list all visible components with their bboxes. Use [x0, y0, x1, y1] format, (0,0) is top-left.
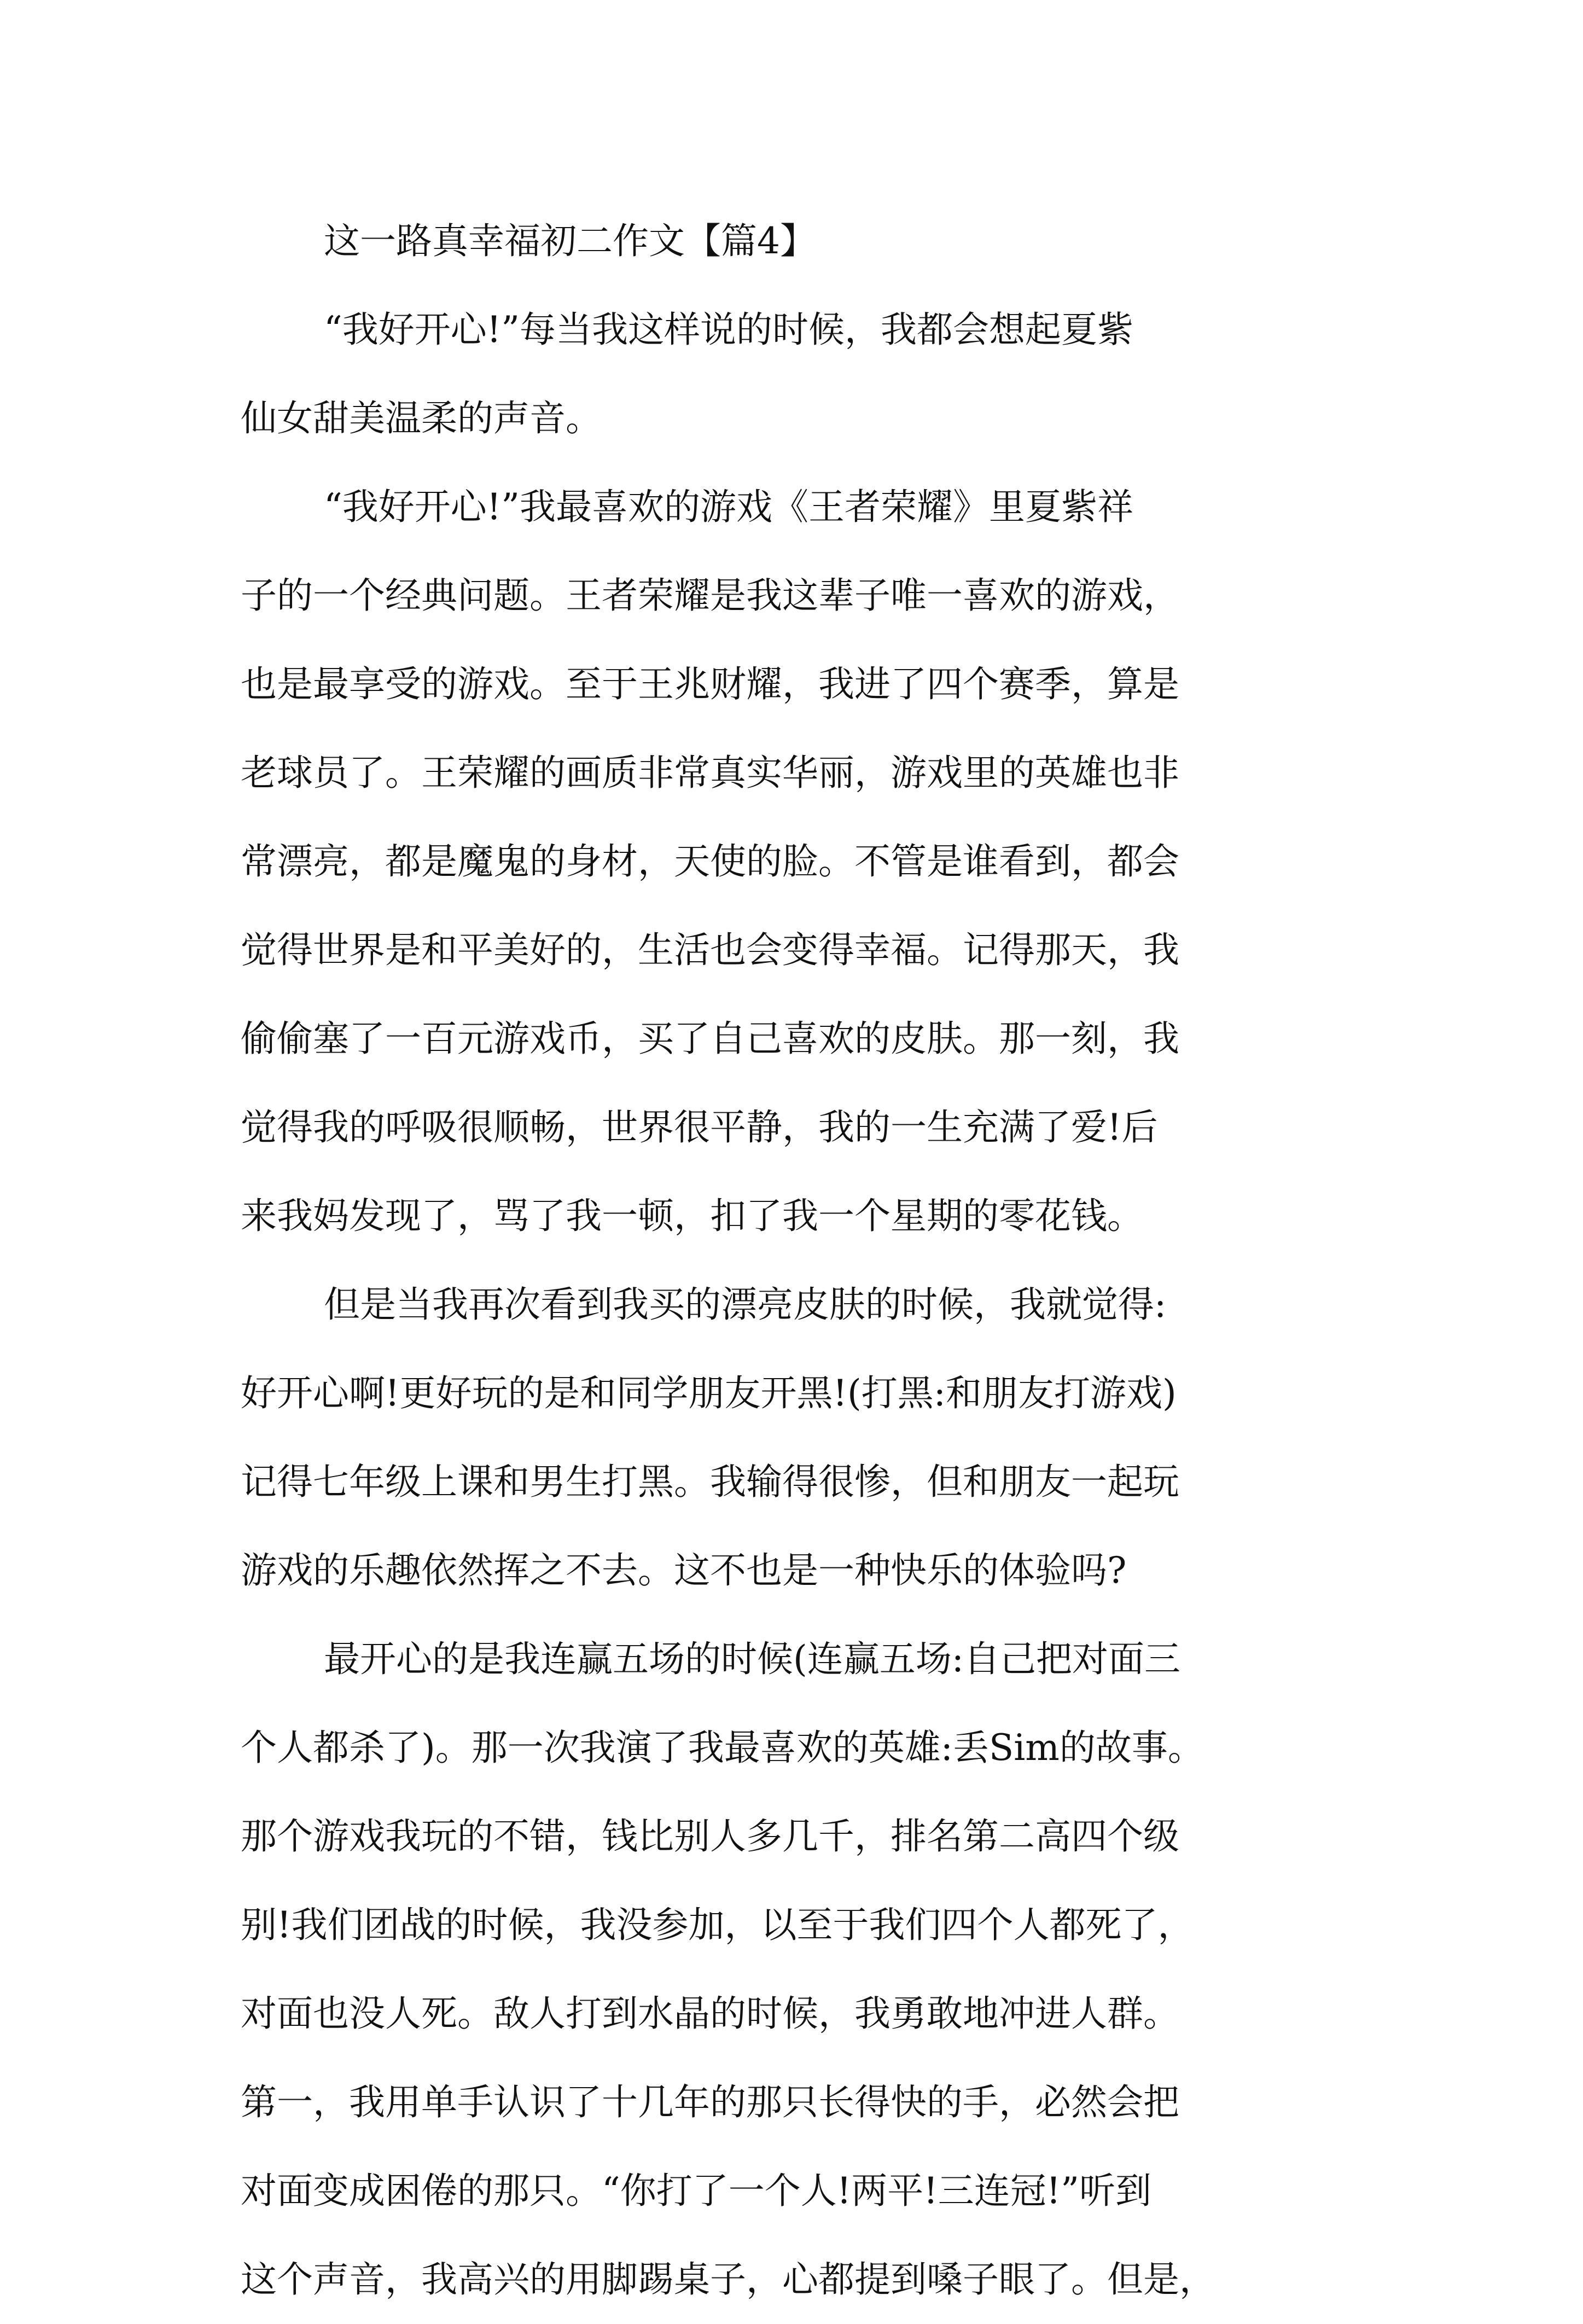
- text-line: “我好开心!”每当我这样说的时候，我都会想起夏紫: [324, 309, 1134, 351]
- text-line: 但是当我再次看到我买的漂亮皮肤的时候，我就觉得:: [324, 1283, 1167, 1326]
- text-line: 别!我们团战的时候，我没参加，以至于我们四个人都死了，: [241, 1904, 1194, 1946]
- text-line: 偷偷塞了一百元游戏币，买了自己喜欢的皮肤。那一刻，我: [241, 1018, 1179, 1060]
- paragraph-1: [241, 286, 1351, 463]
- text-line: 觉得我的呼吸很顺畅，世界很平静，我的一生充满了爱!后: [241, 1106, 1158, 1148]
- text-line: 个人都杀了)。那一次我演了我最喜欢的英雄:丢Sim的故事。: [241, 1727, 1204, 1769]
- text-line: 最开心的是我连赢五场的时候(连赢五场:自己把对面三: [324, 1638, 1180, 1680]
- text-line: 也是最享受的游戏。至于王兆财耀，我进了四个赛季，算是: [241, 663, 1179, 705]
- document-title: 这一路真幸福初二作文【篇4】: [324, 220, 816, 262]
- text-line: 那个游戏我玩的不错，钱比别人多几千，排名第二高四个级: [241, 1815, 1179, 1857]
- text-line: 对面也没人死。敌人打到水晶的时候，我勇敢地冲进人群。: [241, 1992, 1179, 2035]
- text-line: 仙女甜美温柔的声音。: [241, 397, 602, 439]
- document-body: [241, 197, 1351, 2324]
- text-line: 来我妈发现了，骂了我一顿，扣了我一个星期的零花钱。: [241, 1195, 1143, 1237]
- text-line: 子的一个经典问题。王者荣耀是我这辈子唯一喜欢的游戏，: [241, 574, 1179, 617]
- paragraph-2: [241, 463, 1351, 1260]
- text-line: 记得七年级上课和男生打黑。我输得很惨，但和朋友一起玩: [241, 1461, 1179, 1503]
- text-line: 这个声音，我高兴的用脚踢桌子，心都提到嗓子眼了。但是，: [241, 2258, 1215, 2300]
- text-line: 好开心啊!更好玩的是和同学朋友开黑!(打黑:和朋友打游戏): [241, 1372, 1177, 1414]
- text-line: 第一，我用单手认识了十几年的那只长得快的手，必然会把: [241, 2081, 1179, 2123]
- text-line: 常漂亮，都是魔鬼的身材，天使的脸。不管是谁看到，都会: [241, 840, 1179, 882]
- text-line: 游戏的乐趣依然挥之不去。这不也是一种快乐的体验吗?: [241, 1549, 1127, 1591]
- paragraph-4: [241, 1615, 1351, 2324]
- text-line: 老球员了。王荣耀的画质非常真实华丽，游戏里的英雄也非: [241, 752, 1179, 794]
- text-line: 觉得世界是和平美好的，生活也会变得幸福。记得那天，我: [241, 929, 1179, 971]
- text-line: “我好开心!”我最喜欢的游戏《王者荣耀》里夏紫祥: [324, 486, 1134, 528]
- text-line: 对面变成困倦的那只。“你打了一个人!两平!三连冠!”听到: [241, 2170, 1152, 2212]
- paragraph-3: [241, 1260, 1351, 1615]
